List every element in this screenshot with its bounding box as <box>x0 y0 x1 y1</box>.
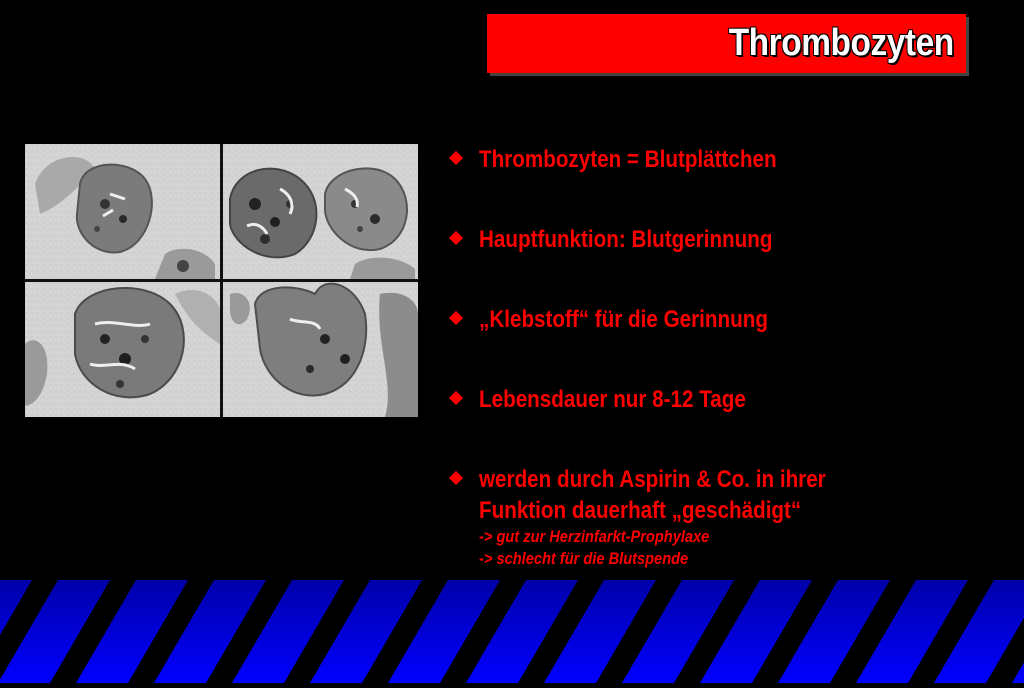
sub-point: -> gut zur Herzinfarkt-Prophylaxe <box>479 527 710 546</box>
diamond-bullet-icon <box>449 151 463 165</box>
diamond-bullet-icon <box>449 231 463 245</box>
sub-point: -> schlecht für die Blutspende <box>479 549 689 568</box>
diamond-bullet-icon <box>449 471 463 485</box>
bullet-text: Hauptfunktion: Blutgerinnung <box>479 226 773 253</box>
bullet-text: Thrombozyten = Blutplättchen <box>479 146 777 173</box>
diamond-bullet-icon <box>449 391 463 405</box>
platelet-micrograph-image <box>25 144 418 417</box>
diamond-bullet-icon <box>449 311 463 325</box>
bullet-text: Lebensdauer nur 8-12 Tage <box>479 386 746 413</box>
slide-title: Thrombozyten <box>728 22 954 64</box>
title-banner <box>487 14 966 73</box>
bullet-line: Funktion dauerhaft „geschädigt“ <box>479 497 802 524</box>
bullet-text: „Klebstoff“ für die Gerinnung <box>479 306 768 333</box>
decorative-stripe-band <box>0 580 1024 683</box>
bullet-text-multiline <box>479 464 826 570</box>
bullet-line: werden durch Aspirin & Co. in ihrer <box>479 466 826 493</box>
